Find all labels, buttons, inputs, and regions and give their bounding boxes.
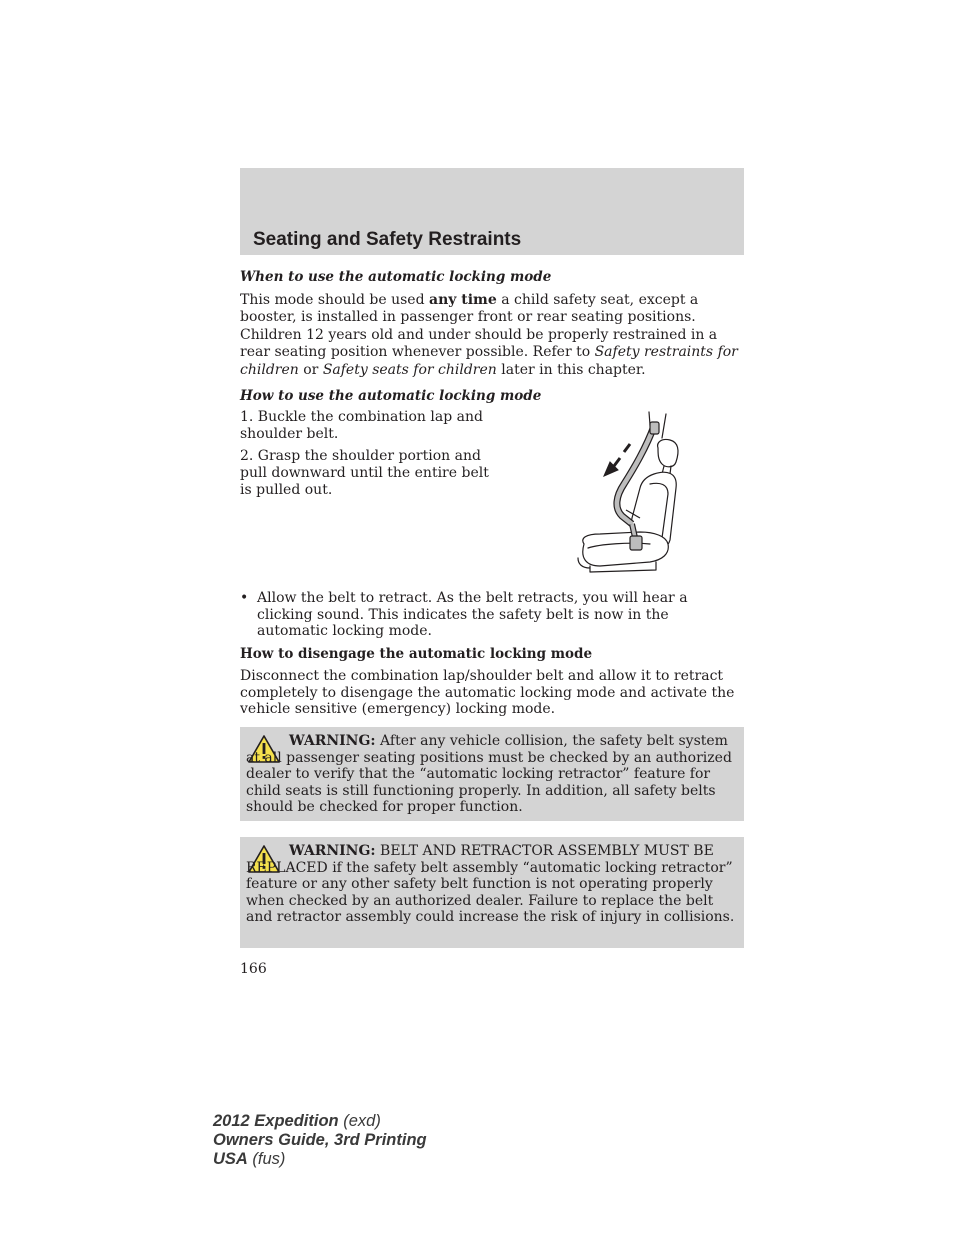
step-2: 2. Grasp the shoulder portion and pull downward until the entire belt is pulled out. [240, 448, 489, 498]
footer-model: 2012 Expedition [213, 1112, 339, 1130]
pull-arrow-icon [604, 444, 630, 476]
ref-safety-restraints: Safety restraints for children [240, 344, 738, 378]
paragraph-when-to-use [240, 292, 740, 379]
footer-printing: Owners Guide, 3rd Printing [213, 1131, 427, 1149]
belt-anchor [650, 422, 659, 434]
text-run: This mode should be used [240, 292, 429, 308]
warning-label: WARNING: [289, 843, 376, 859]
page-number: 166 [240, 961, 267, 977]
paragraph-disengage: Disconnect the combination lap/shoulder belt and allow it to retract completely to disengage the automatic locking mode and activate the vehicle sensitive (emergency) locking mode. [240, 668, 735, 718]
footer-line-1 [213, 1112, 427, 1131]
step-1: 1. Buckle the combination lap and shoulder belt. [240, 409, 483, 442]
footer-market: USA [213, 1150, 248, 1168]
footer-market-code: (fus) [247, 1150, 286, 1168]
warning-box-1 [240, 727, 744, 821]
seat-cushion-shape [583, 532, 669, 566]
page-title: Seating and Safety Restraints [253, 229, 522, 250]
warning-label: WARNING: [289, 733, 376, 749]
pillar-line [662, 414, 666, 438]
warning-1-text [246, 733, 738, 816]
ref-safety-seats: Safety seats for children [322, 361, 497, 378]
text-run: a child safety seat, except a booster, is installed in passenger front or rear seating positions. Children 12 years old and under should be properly restrained in a rear seating position whenever possible. Refer to [240, 292, 718, 361]
text-run: or [298, 361, 323, 378]
emphasis-any-time: any time [429, 292, 497, 308]
bullet-text: Allow the belt to retract. As the belt retracts, you will hear a clicking sound. This indicates the safety belt is now in the automatic locking mode. [257, 590, 688, 640]
warning-box-2 [240, 837, 744, 948]
footer-line-3 [213, 1150, 427, 1169]
text-run: later in this chapter. [496, 361, 646, 378]
footer-line-2 [213, 1131, 427, 1150]
buckle-shape [630, 536, 642, 550]
heading-how-to-use: How to use the automatic locking mode [240, 388, 542, 404]
headrest-shape [658, 439, 678, 466]
seat-belt-illustration [570, 408, 690, 576]
warning-body: After any vehicle collision, the safety belt system at all passenger seating positions must be checked by an authorized dealer to verify that the “automatic locking retractor” feature for child seats is still functioning properly. In addition, all safety belts should be checked for proper function. [246, 733, 732, 816]
bullet-marker: • [240, 590, 249, 606]
heading-when-to-use: When to use the automatic locking mode [240, 269, 552, 285]
warning-2-text [246, 843, 738, 926]
footer-model-code: (exd) [338, 1112, 381, 1130]
warning-body: BELT AND RETRACTOR ASSEMBLY MUST BE REPLACED if the safety belt assembly “automatic locking retractor” feature or any other safety belt function is not operating properly when checked by an authorized dealer. Failure to replace the belt and retractor assembly could increase the risk of injury in collisions. [246, 843, 735, 926]
footer [213, 1112, 427, 1169]
heading-how-to-disengage: How to disengage the automatic locking mode [240, 646, 593, 662]
